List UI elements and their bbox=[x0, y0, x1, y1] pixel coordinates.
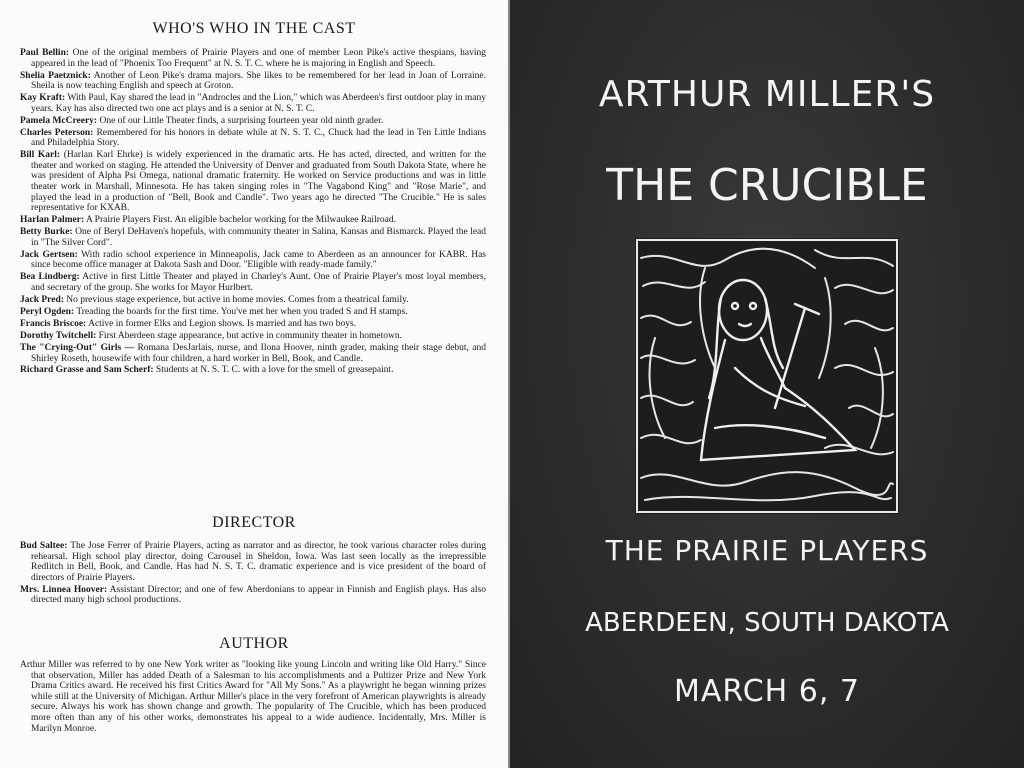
person-bio: With Paul, Kay shared the lead in "Androcles and the Lion," which was Aberdeen's first outdoor play in many years. Kay has also directed two one act plays and is a senior at N. S. T. C. bbox=[31, 93, 486, 114]
person-name: Jack Gertsen: bbox=[20, 249, 78, 260]
person-bio: Assistant Director; and one of few Aberdonians to appear in Finnish and English plays. Has also directed many high school productions. bbox=[31, 584, 486, 606]
program-cover bbox=[510, 0, 1024, 768]
person-bio: Students at N. S. T. C. with a love for the smell of greasepaint. bbox=[155, 365, 394, 376]
person-name: Bill Karl: bbox=[20, 150, 61, 161]
cover-title: THE CRUCIBLE bbox=[606, 160, 928, 211]
list-item bbox=[20, 660, 486, 734]
person-name: Peryl Ogden: bbox=[20, 306, 75, 317]
person-bio: One of Beryl DeHaven's hopefuls, with community theater in Salina, Kansas and Bismarck. Played the lead in "The Silver Cord". bbox=[31, 227, 486, 248]
list-item bbox=[20, 48, 486, 69]
list-item bbox=[20, 150, 486, 214]
person-bio: The Jose Ferrer of Prairie Players, acting as narrator and as director, he took various character roles during rehearsal. High school play director, doing Carousel in Sheldon, Iowa. Was last seen locally as the irrepressible Redlitch in Bell, Book, and Candle. Has had N. S. T. C. dramatic experience and is vice president of the board of directors of Prairie Players. bbox=[31, 541, 486, 583]
author-list bbox=[20, 660, 486, 736]
list-item bbox=[20, 71, 486, 92]
person-name: Mrs. Linnea Hoover: bbox=[20, 584, 108, 595]
list-item bbox=[20, 116, 486, 127]
cover-city: ABERDEEN, SOUTH DAKOTA bbox=[585, 608, 949, 638]
list-item bbox=[20, 541, 486, 583]
person-name: Dorothy Twitchell: bbox=[20, 330, 97, 341]
director-heading: DIRECTOR bbox=[212, 514, 296, 531]
person-name: Bud Saltee: bbox=[20, 541, 68, 551]
person-name: Jack Pred: bbox=[20, 294, 64, 305]
person-name: Kay Kraft: bbox=[20, 93, 66, 104]
list-item bbox=[20, 319, 486, 330]
person-name: Richard Grasse and Sam Scherf: bbox=[20, 365, 154, 376]
woodcut-figure-illustration-icon bbox=[635, 238, 899, 514]
person-bio: One of the original members of Prairie Players and one of member Leon Pike's active thespians, having appeared in the lead of "Phoenix Too Frequent" at N. S. T. C. where he is majoring in English and Speech. bbox=[31, 48, 486, 69]
person-name: Betty Burke: bbox=[20, 227, 73, 238]
person-bio: One of our Little Theater finds, a surprising fourteen year old ninth grader. bbox=[99, 115, 384, 126]
person-name: Paul Bellin: bbox=[20, 48, 70, 58]
list-item bbox=[20, 343, 486, 364]
person-bio: With radio school experience in Minneapolis, Jack came to Aberdeen as an announcer for KABR. Has since become office manager at Dakota Sash and Door. "Eligible with ready-made family." bbox=[31, 249, 486, 271]
list-item bbox=[20, 250, 486, 271]
cover-dates: MARCH 6, 7 bbox=[673, 674, 861, 709]
person-bio: Active in former Elks and Legion shows. Is married and has two boys. bbox=[88, 318, 357, 329]
list-item bbox=[20, 307, 486, 318]
cast-heading: WHO'S WHO IN THE CAST bbox=[152, 20, 356, 37]
list-item bbox=[20, 215, 486, 226]
person-bio: First Aberdeen stage appearance, but active in community theater in hometown. bbox=[98, 330, 403, 341]
person-bio: Treading the boards for the first time. You've met her when you traded S and H stamps. bbox=[76, 306, 408, 317]
person-bio: Remembered for his honors in debate while at N. S. T. C., Chuck had the lead in Ten Little Indians and Philadelphia Story. bbox=[31, 127, 486, 149]
program-left-page bbox=[0, 0, 508, 768]
person-name: Charles Peterson: bbox=[20, 127, 94, 138]
cover-author-line: ARTHUR MILLER'S bbox=[598, 74, 936, 115]
person-name: Francis Briscoe: bbox=[20, 318, 87, 329]
author-heading: AUTHOR bbox=[219, 635, 289, 652]
list-item bbox=[20, 272, 486, 293]
list-item bbox=[20, 585, 486, 606]
person-bio: (Harlan Karl Ehrke) is widely experienced in the dramatic arts. He has acted, directed, and written for the theater and worked on staging. He attended the University of Denver and graduated from South Dakota State, where he was president of Alpha Psi Omega, national dramatic fraternity. He worked on Service productions and was in little theater work in Marshall, Minnesota. He has taken singing roles in "The Vagabond King" and "Rose Marie", and played the lead in a production of "Bell, Book and Candle". Two years ago he directed "The Crucible." He is sales representative for KXAB. bbox=[31, 150, 486, 214]
person-bio: No previous stage experience, but active in home movies. Comes from a theatrical family. bbox=[66, 294, 409, 305]
list-item bbox=[20, 365, 486, 376]
person-bio: Romana DesJarlais, nurse, and Ilona Hoover, ninth grader, making their stage debut, and Shirley Roseth, housewife with four children, a hard worker in Bell, Book, and Candle. bbox=[31, 342, 487, 364]
list-item bbox=[20, 93, 486, 114]
cast-list bbox=[20, 48, 486, 377]
list-item bbox=[20, 227, 486, 248]
person-bio: A Prairie Players First. An eligible bachelor working for the Milwaukee Railroad. bbox=[85, 215, 396, 226]
list-item bbox=[20, 331, 486, 342]
director-list bbox=[20, 541, 486, 607]
person-name: Bea Lindberg: bbox=[20, 272, 80, 283]
person-name: Shelia Paetznick: bbox=[20, 70, 91, 81]
person-bio: Active in first Little Theater and played in Charley's Aunt. One of Prairie Player's most loyal members, and secretary of the group. She works for Mayor Hurlbert. bbox=[31, 272, 486, 293]
list-item bbox=[20, 295, 486, 306]
person-name: Pamela McCreery: bbox=[20, 115, 98, 126]
cover-company: THE PRAIRIE PLAYERS bbox=[605, 534, 929, 567]
person-name: Harlan Palmer: bbox=[20, 215, 85, 226]
list-item bbox=[20, 128, 486, 149]
person-bio: Arthur Miller was referred to by one New York writer as "looking like young Lincoln and writing like Old Harry." Since that observation, Miller has added Death of a Salesman to his accomplishments and a Pultizer Prize and New York Drama Critics award. He received his first Critics Award for "All My Sons." As a playwright he began winning prizes while still at the University of Michigan. Arthur Miller's place in the very forefront of American playwrights is already secure. Always his work has shown change and growth. The popularity of The Crucible, which has been produced more often than any of his other works, demonstrates his appeal to a wide audience. Incidentally, Mrs. Miller is Marilyn Monroe. bbox=[20, 660, 486, 734]
person-name: The "Crying-Out" Girls — bbox=[20, 342, 135, 353]
person-bio: Another of Leon Pike's drama majors. She likes to be remembered for her lead in Joan of Lorraine. Sheila is now teaching English and speech at Groton. bbox=[31, 70, 486, 92]
